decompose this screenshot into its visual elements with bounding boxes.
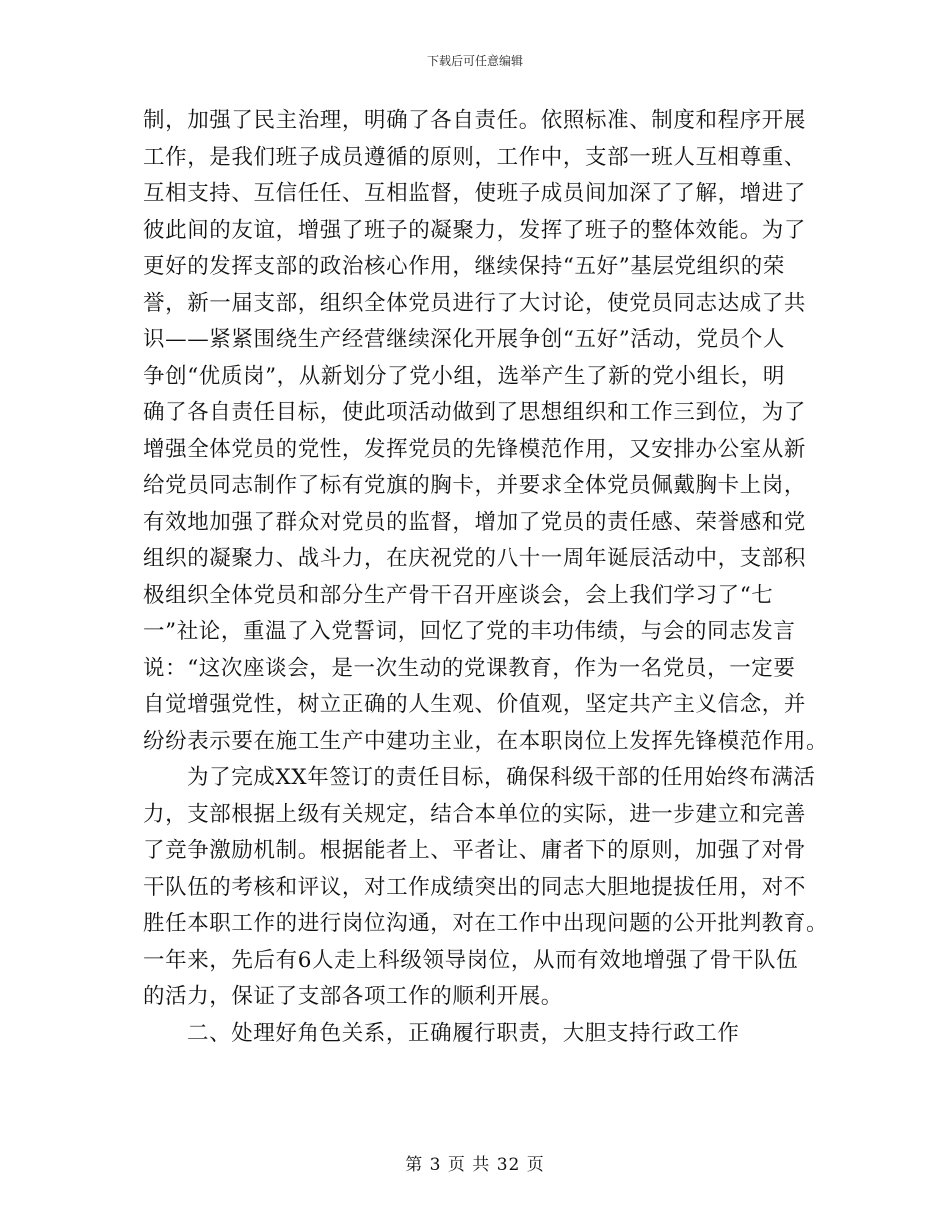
body-line: 增强全体党员的党性，发挥党员的先锋模范作用，又安排办公室从新 xyxy=(143,436,807,462)
body-line: 了竞争激励机制。根据能者上、平者让、庸者下的原则，加强了对骨 xyxy=(143,838,807,863)
paragraph-start-line: 为了完成XX年签订的责任目标，确保科级干部的任用始终布满活 xyxy=(187,765,816,790)
document-body xyxy=(143,103,829,1052)
body-line: 一”社论，重温了入党誓词，回忆了党的丰功伟绩，与会的同志发言 xyxy=(143,619,796,644)
body-line: 制，加强了民主治理，明确了各自责任。依照标准、制度和程序开展 xyxy=(143,108,807,133)
body-line: 自觉增强党性，树立正确的人生观、价值观，坚定共产主义信念，并 xyxy=(143,692,807,717)
body-line: 确了各自责任目标，使此项活动做到了思想组织和工作三到位，为了 xyxy=(143,400,807,425)
body-line: 识——紧紧围绕生产经营继续深化开展争创“五好”活动，党员个人 xyxy=(143,327,785,352)
body-line: 有效地加强了群众对党员的监督，增加了党员的责任感、荣誉感和党 xyxy=(143,509,807,535)
body-line: 说：“这次座谈会，是一次生动的党课教育，作为一名党员，一定要 xyxy=(143,655,796,681)
body-line: 的活力，保证了支部各项工作的顺利开展。 xyxy=(143,984,563,1009)
body-line: 干队伍的考核和评议，对工作成绩突出的同志大胆地提拔任用，对不 xyxy=(143,874,807,900)
body-line: 誉，新一届支部，组织全体党员进行了大讨论，使党员同志达成了共 xyxy=(143,290,807,316)
body-line: 纷纷表示要在施工生产中建功主业，在本职岗位上发挥先锋模范作用。 xyxy=(143,728,829,754)
body-line: 给党员同志制作了标有党旗的胸卡，并要求全体党员佩戴胸卡上岗， xyxy=(143,473,807,498)
body-line: 极组织全体党员和部分生产骨干召开座谈会，会上我们学习了“七 xyxy=(143,582,774,608)
page-number: 第 3 页 共 32 页 xyxy=(405,1155,545,1175)
body-line: 互相支持、互信任任、互相监督，使班子成员间加深了了解，增进了 xyxy=(143,181,807,206)
body-line: 争创“优质岗”，从新划分了党小组，选举产生了新的党小组长，明 xyxy=(143,363,785,389)
body-line: 彼此间的友谊，增强了班子的凝聚力，发挥了班子的整体效能。为了 xyxy=(143,217,807,243)
body-line: 组织的凝聚力、战斗力，在庆祝党的八十一周年诞辰活动中，支部积 xyxy=(143,546,807,571)
body-line: 工作，是我们班子成员遵循的原则，工作中，支部一班人互相尊重、 xyxy=(143,144,807,170)
body-line: 一年来，先后有6人走上科级领导岗位，从而有效地增强了骨干队伍 xyxy=(143,947,799,973)
body-line: 更好的发挥支部的政治核心作用，继续保持“五好”基层党组织的荣 xyxy=(143,254,785,279)
body-line: 胜任本职工作的进行岗位沟通，对在工作中出现问题的公开批判教育。 xyxy=(143,911,829,936)
body-line: 力，支部根据上级有关规定，结合本单位的实际，进一步建立和完善 xyxy=(143,801,807,827)
section-heading: 二、处理好角色关系，正确履行职责，大胆支持行政工作 xyxy=(187,1020,740,1046)
page-header: 下载后可任意编辑 xyxy=(426,54,523,68)
